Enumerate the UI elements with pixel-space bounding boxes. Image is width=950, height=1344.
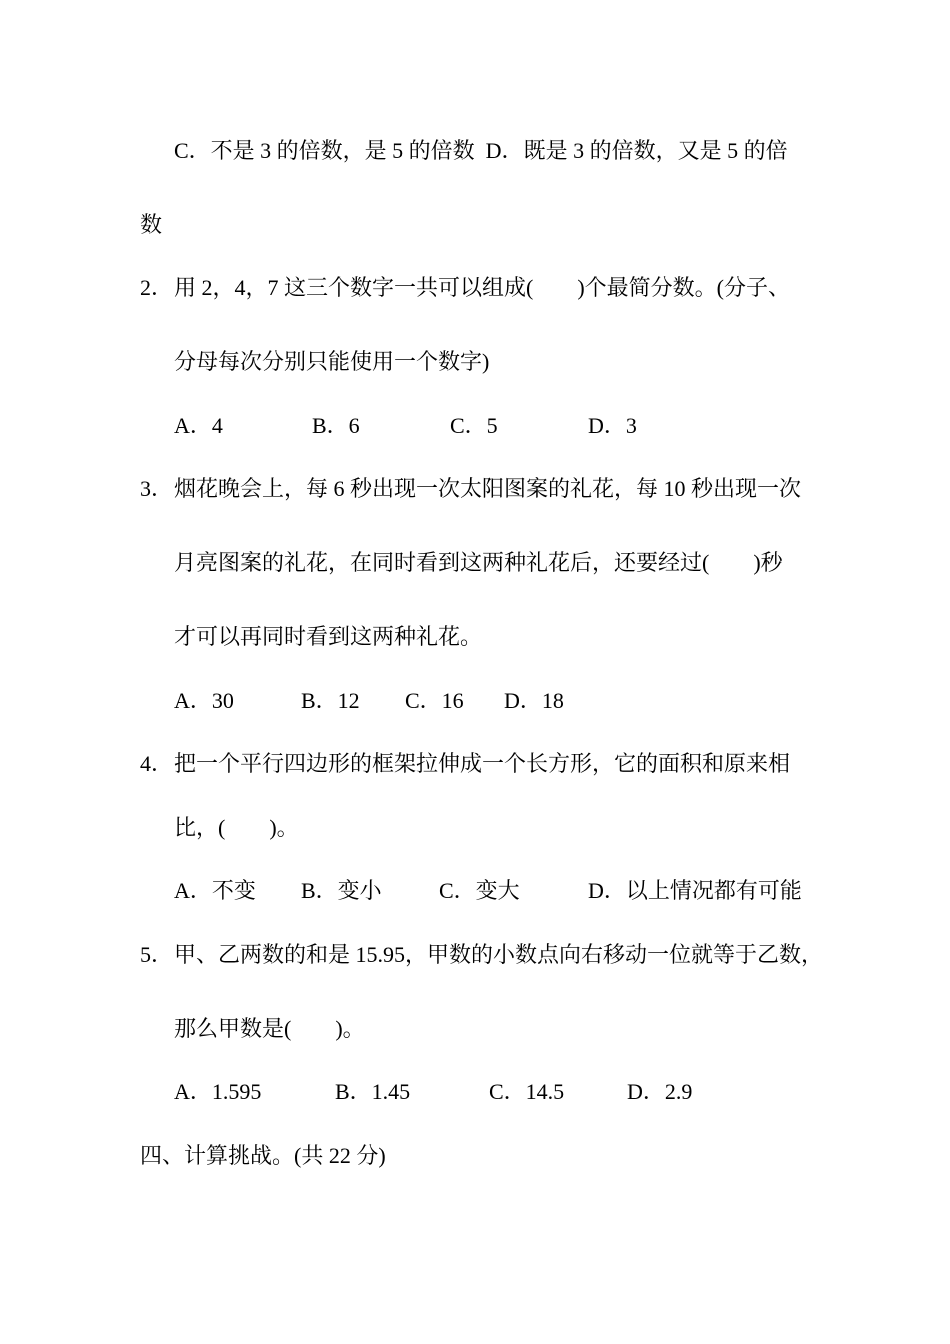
- q2-option-c: C．5: [450, 413, 498, 438]
- q5-option-a: A．1.595: [174, 1079, 262, 1104]
- q5-number: 5．: [140, 942, 174, 967]
- q2-text-line2: 分母每次分别只能使用一个数字): [174, 349, 490, 374]
- q4-option-d: D．以上情况都有可能: [588, 878, 802, 903]
- section-heading: 四、计算挑战。(共 22 分): [140, 1143, 386, 1168]
- q5-option-c: C．14.5: [489, 1079, 565, 1104]
- q2-number: 2．: [140, 275, 174, 300]
- q4-option-a: A．不变: [174, 878, 256, 903]
- q3-option-c: C．16: [405, 688, 464, 713]
- q4-text-line1: 把一个平行四边形的框架拉伸成一个长方形，它的面积和原来相: [174, 751, 791, 776]
- q3-option-b: B．12: [301, 688, 360, 713]
- q5-option-d: D．2.9: [627, 1079, 693, 1104]
- q3-text-line2: 月亮图案的礼花，在同时看到这两种礼花后，还要经过( )秒: [174, 550, 783, 575]
- q1-options-line: C．不是 3 的倍数，是 5 的倍数 D．既是 3 的倍数，又是 5 的倍: [174, 138, 788, 163]
- q2-text-line1: 用 2，4，7 这三个数字一共可以组成( )个最简分数。(分子、: [174, 275, 790, 300]
- q5-option-b: B．1.45: [335, 1079, 411, 1104]
- q5-text-line2: 那么甲数是( )。: [174, 1016, 365, 1041]
- q2-option-a: A．4: [174, 413, 223, 438]
- q4-text-line2: 比，( )。: [174, 815, 299, 840]
- q5-text-line1: 甲、乙两数的和是 15.95，甲数的小数点向右移动一位就等于乙数，: [174, 942, 824, 967]
- q4-option-c: C．变大: [439, 878, 520, 903]
- q3-option-a: A．30: [174, 688, 234, 713]
- q4-number: 4．: [140, 751, 174, 776]
- q1-options-continuation: 数: [140, 212, 163, 237]
- q3-text-line1: 烟花晚会上，每 6 秒出现一次太阳图案的礼花，每 10 秒出现一次: [174, 476, 802, 501]
- q3-text-line3: 才可以再同时看到这两种礼花。: [174, 624, 483, 649]
- q2-option-d: D．3: [588, 413, 637, 438]
- q3-option-d: D．18: [504, 688, 564, 713]
- q2-option-b: B．6: [312, 413, 360, 438]
- q3-number: 3．: [140, 476, 174, 501]
- q4-option-b: B．变小: [301, 878, 382, 903]
